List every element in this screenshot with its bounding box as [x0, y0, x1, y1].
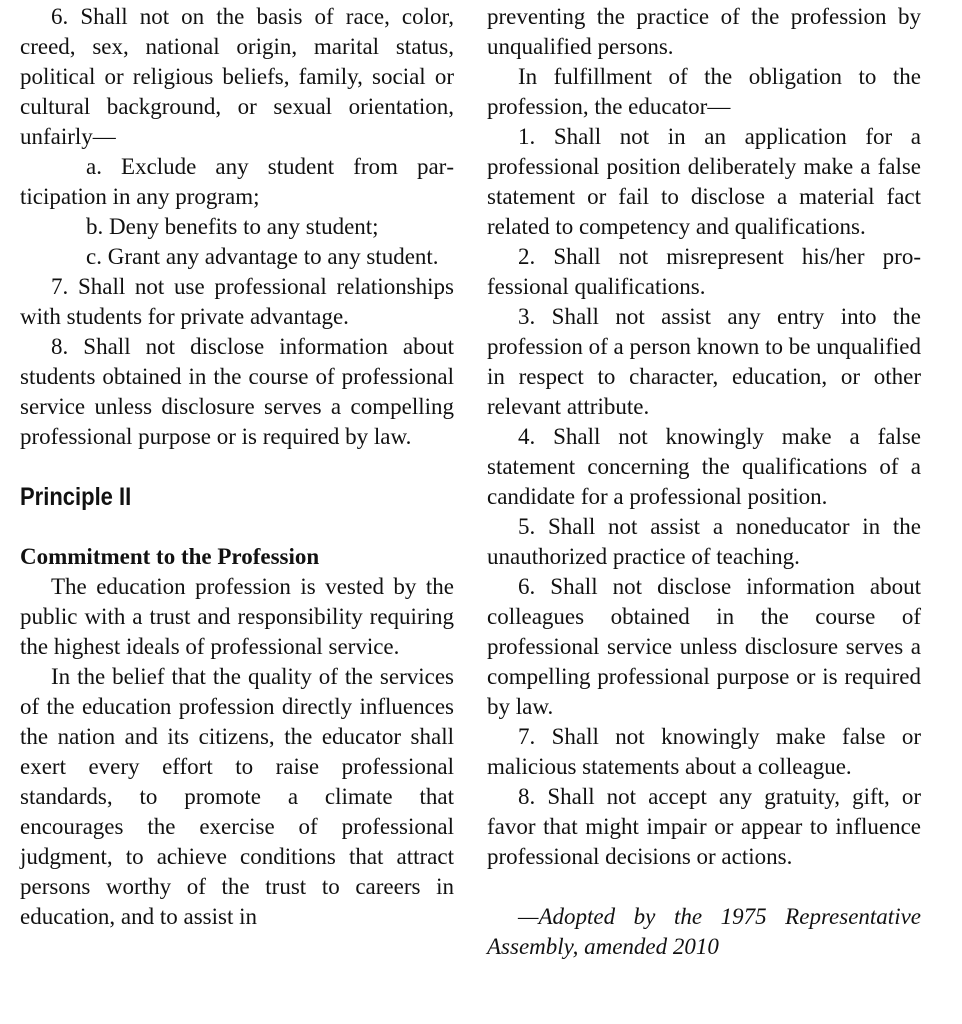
principle-ii-item-2: 2. Shall not misrepresent his/her professional qualifications. [487, 244, 921, 299]
principle-i-item-7: 7. Shall not use professional relationships with students for private advantage. [20, 274, 454, 329]
paragraph-2-continued: preventing the practice of the profession by unqualified persons. [487, 4, 921, 59]
item-6-subitem-b: b. Deny benefits to any student; [86, 214, 379, 239]
principle-ii-item-8: 8. Shall not accept any gratuity, gift, or favor that might impair or appear to influence professional decisions or actions. [487, 784, 921, 869]
principle-ii-item-6: 6. Shall not disclose information about colleagues obtained in the course of professional service unless disclosure serves a compelling professional purpose or is required by law. [487, 574, 921, 719]
profession-paragraph-2: In the belief that the quality of the services of the education profession directly influences the nation and its citizens, the educator shall exert every effort to raise professional standards, to promote a climate that encourages the exercise of professional judgment, to achieve conditions that attract persons worthy of the trust to careers in education, and to assist in [20, 664, 454, 929]
section-spacer [20, 452, 454, 482]
principle-heading: Principle II [20, 483, 132, 511]
principle-i-item-8: 8. Shall not disclose information about students obtained in the course of professional service unless disclosure serves a compelling professional purpose or is required by law. [20, 334, 454, 449]
principle-i-item-6: 6. Shall not on the basis of race, color, creed, sex, national origin, marital status, political or religious beliefs, family, social or cultural background, or sexual orientation, unfairly— [20, 4, 454, 149]
principle-ii-item-1: 1. Shall not in an application for a professional position deliberately make a false statement or fail to disclose a material fact related to competency and qualifications. [487, 124, 921, 239]
right-column [487, 2, 921, 962]
left-column [20, 2, 454, 932]
item-6-subitem-c: c. Grant any advantage to any student. [86, 244, 439, 269]
principle-ii-item-3: 3. Shall not assist any entry into the profession of a person known to be unqualified in respect to character, education, or other relevant attribute. [487, 304, 921, 419]
obligation-intro: In fulfillment of the obligation to the profession, the educator— [487, 64, 921, 119]
section-spacer [20, 512, 454, 542]
item-6-subitem-a: a. Exclude any student from participation in any program; [20, 154, 454, 209]
section-subheading: Commitment to the Profession [20, 544, 320, 569]
principle-ii-item-5: 5. Shall not assist a noneducator in the unauthorized practice of teaching. [487, 514, 921, 569]
profession-paragraph-1: The education profession is vested by the public with a trust and responsibility requiring the highest ideals of professional service. [20, 574, 454, 659]
principle-ii-item-7: 7. Shall not knowingly make false or malicious statements about a colleague. [487, 724, 921, 779]
principle-ii-item-4: 4. Shall not knowingly make a false statement concerning the qualifications of a candidate for a professional position. [487, 424, 921, 509]
adoption-note: —Adopted by the 1975 Representative Assembly, amended 2010 [487, 904, 921, 959]
section-spacer [487, 872, 921, 902]
